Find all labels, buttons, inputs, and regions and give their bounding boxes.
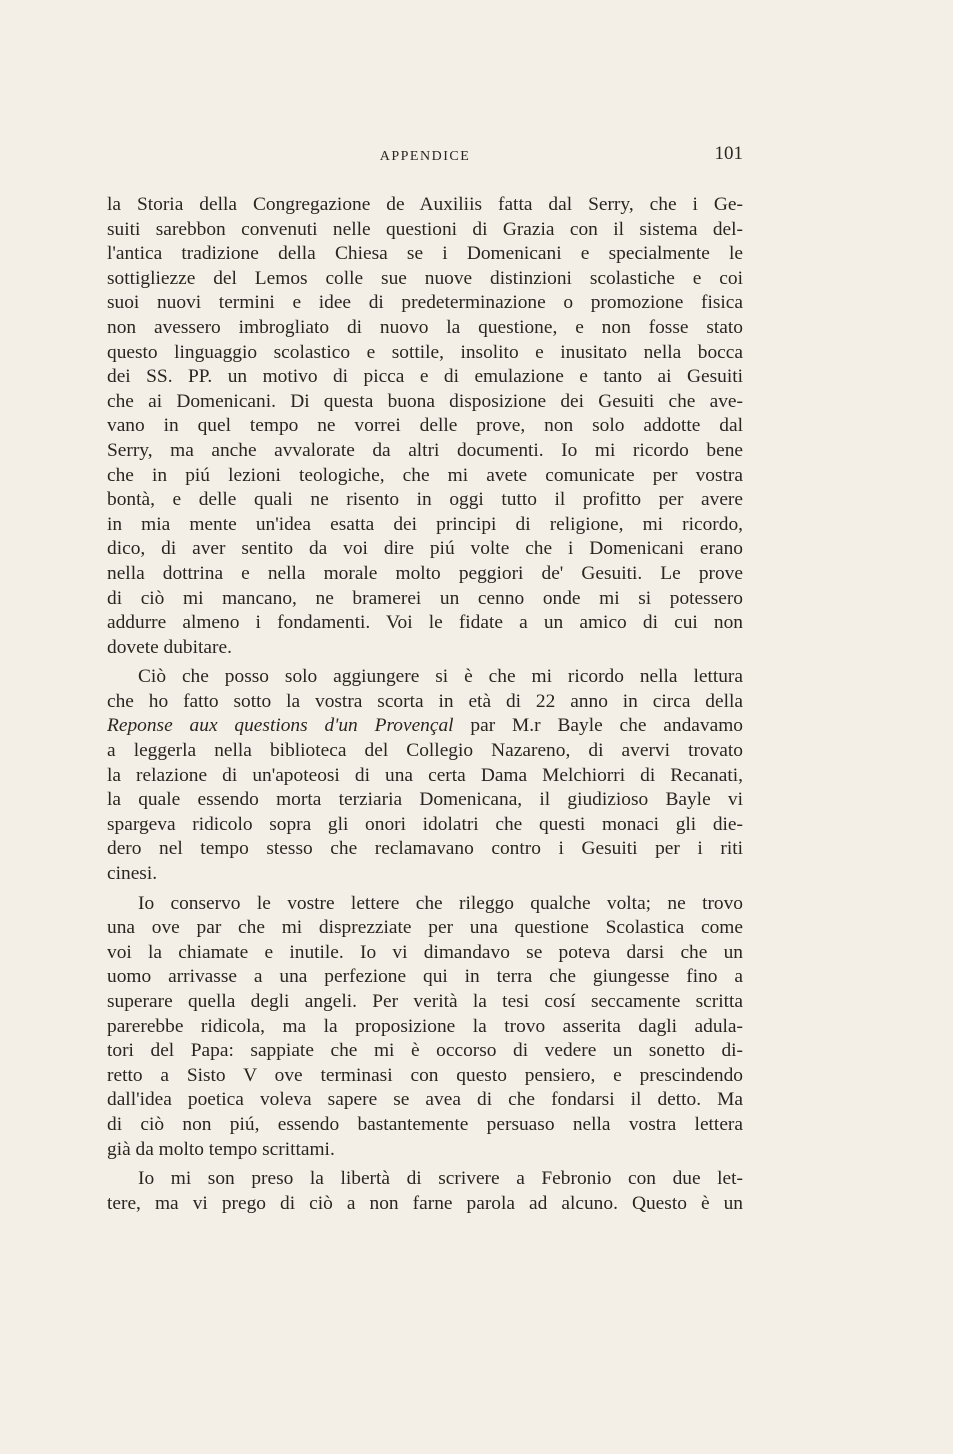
paragraph: [107, 892, 743, 1163]
text-line: suiti sarebbon convenuti nelle questioni di Grazia con il sistema del-: [107, 218, 743, 240]
page-header: [107, 143, 743, 169]
text-line: Io conservo le vostre lettere che rileggo qualche volta; ne trovo: [138, 892, 743, 914]
text-line: nella dottrina e nella morale molto peggiori de' Gesuiti. Le prove: [107, 562, 743, 584]
text-line: già da molto tempo scrittami.: [107, 1138, 335, 1160]
text-line: addurre almeno i fondamenti. Voi le fidate a un amico di cui non: [107, 612, 743, 634]
italic-title: Reponse aux questions d'un Provençal: [107, 715, 454, 737]
page-number: 101: [714, 143, 743, 164]
text-line: vano in quel tempo ne vorrei delle prove, non solo addotte dal: [107, 415, 743, 437]
text-line: uomo arrivasse a una perfezione qui in terra che giungesse fino a: [107, 966, 743, 988]
text-line: una ove par che mi disprezziate per una questione Scolastica come: [107, 917, 743, 939]
text-line: di ciò mi mancano, ne bramerei un cenno onde mi si potessero: [107, 587, 743, 609]
text-line: che ai Domenicani. Di questa buona disposizione dei Gesuiti che ave-: [107, 390, 743, 412]
text-line: che ho fatto sotto la vostra scorta in età di 22 anno in circa della: [107, 690, 743, 712]
running-title: APPENDICE: [379, 149, 471, 164]
text-line: spargeva ridicolo sopra gli onori idolatri che questi monaci gli die-: [107, 813, 743, 835]
paragraph: [107, 1167, 743, 1216]
text-line: l'antica tradizione della Chiesa se i Domenicani e specialmente le: [107, 243, 743, 265]
text-line: retto a Sisto V ove terminasi con questo pensiero, e prescindendo: [107, 1064, 743, 1086]
text-line: la Storia della Congregazione de Auxiliis fatta dal Serry, che i Ge-: [107, 194, 743, 215]
paragraph: [107, 193, 743, 660]
text-line: Ciò che posso solo aggiungere si è che mi ricordo nella lettura: [138, 666, 743, 688]
paragraph: [107, 665, 743, 886]
body-text: [107, 193, 743, 1216]
text-line: in mia mente un'idea esatta dei principi di religione, mi ricordo,: [107, 513, 743, 535]
text-line: sottigliezze del Lemos colle sue nuove distinzioni scolastiche e coi: [107, 267, 743, 289]
text-line: voi la chiamate e inutile. Io vi dimandavo se poteva darsi che un: [107, 941, 743, 963]
text-line: dovete dubitare.: [107, 636, 232, 658]
text-line: Io mi son preso la libertà di scrivere a Febronio con due let-: [138, 1168, 743, 1190]
text-line: di ciò non piú, essendo bastantemente persuaso nella vostra lettera: [107, 1113, 743, 1135]
text-line: Serry, ma anche avvalorate da altri documenti. Io mi ricordo bene: [107, 439, 743, 461]
text-line: a leggerla nella biblioteca del Collegio Nazareno, di avervi trovato: [107, 740, 743, 762]
text-line: la relazione di un'apoteosi di una certa Dama Melchiorri di Recanati,: [107, 764, 743, 786]
text-line: dall'idea poetica voleva sapere se avea di che fondarsi il detto. Ma: [107, 1089, 743, 1111]
text-line: superare quella degli angeli. Per verità la tesi cosí seccamente scritta: [107, 991, 743, 1012]
text-line: non avessero imbrogliato di nuovo la questione, e non fosse stato: [107, 316, 743, 338]
text-line: suoi nuovi termini e idee di predeterminazione o promozione fisica: [107, 292, 743, 314]
text-line: che in piú lezioni teologiche, che mi avete comunicate per vostra: [107, 464, 743, 486]
text-line: parerebbe ridicola, ma la proposizione la trovo asserita dagli adula-: [107, 1015, 743, 1037]
text-line: la quale essendo morta terziaria Domenicana, il giudizioso Bayle vi: [107, 789, 743, 811]
text-line: tori del Papa: sappiate che mi è occorso di vedere un sonetto di-: [107, 1040, 743, 1062]
text-line: questo linguaggio scolastico e sottile, insolito e inusitato nella bocca: [107, 341, 743, 363]
text-line: dei SS. PP. un motivo di picca e di emulazione e tanto ai Gesuiti: [107, 366, 743, 388]
text-line: Reponse aux questions d'un Provençal par M.r Bayle che andavamo: [107, 715, 743, 737]
text-line: dero nel tempo stesso che reclamavano contro i Gesuiti per i riti: [107, 838, 743, 860]
text-line: cinesi.: [107, 863, 158, 885]
text-line: bontà, e delle quali ne risento in oggi tutto il profitto per avere: [107, 489, 743, 511]
text-line: dico, di aver sentito da voi dire piú volte che i Domenicani erano: [107, 538, 743, 560]
text-line: tere, ma vi prego di ciò a non farne parola ad alcuno. Questo è un: [107, 1192, 743, 1214]
